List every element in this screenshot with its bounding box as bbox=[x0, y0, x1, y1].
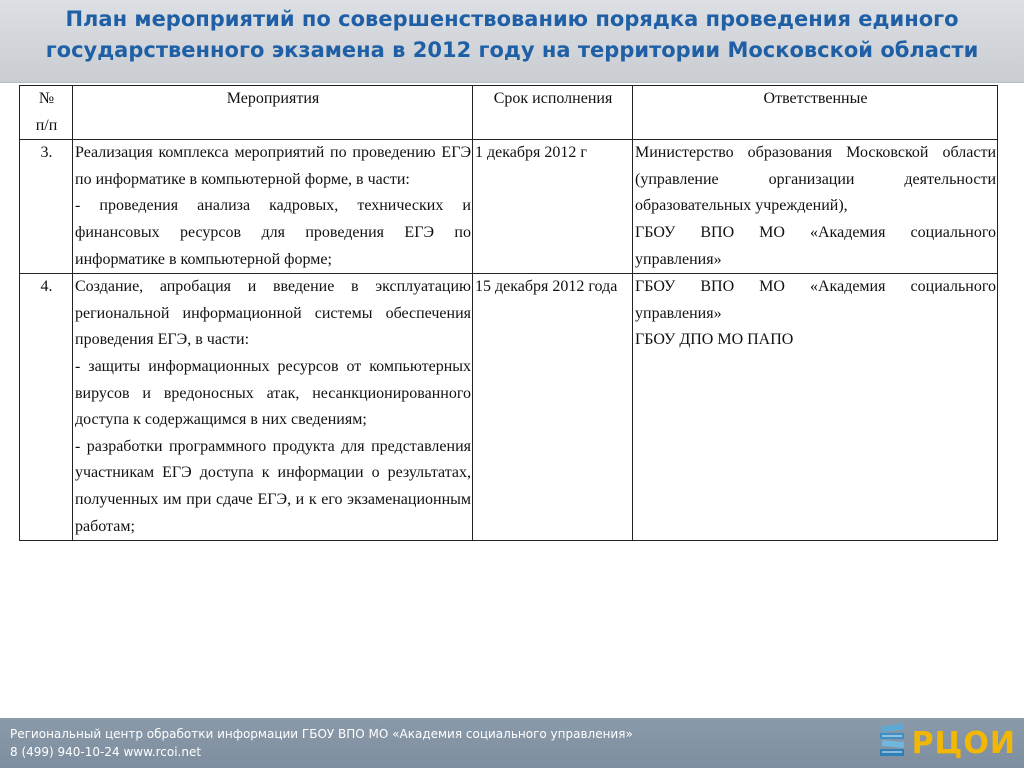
responsible-text: ГБОУ ДПО МО ПАПО bbox=[635, 331, 794, 349]
activity-cell bbox=[73, 274, 473, 541]
deadline-cell: 1 декабря 2012 г bbox=[473, 140, 633, 274]
responsible-text: ГБОУ ВПО МО «Академия социального управления» bbox=[635, 223, 996, 268]
plan-table bbox=[19, 85, 998, 541]
header-num-line-2: п/п bbox=[35, 116, 58, 134]
activity-text: - проведения анализа кадровых, технических и финансовых ресурсов для проведения ЕГЭ по информатике в компьютерной форме; bbox=[75, 197, 471, 268]
header-deadline: Срок исполнения bbox=[473, 86, 633, 140]
table-header-row bbox=[20, 86, 998, 140]
activity-cell bbox=[73, 140, 473, 274]
activity-text: - разработки программного продукта для представления участникам ЕГЭ доступа к информации о результатах, полученных им при сдаче ЕГЭ, и к его экзаменационным работам; bbox=[75, 437, 471, 535]
table-row bbox=[20, 140, 998, 274]
logo-text: РЦОИ bbox=[911, 725, 1016, 761]
title-line-1: План мероприятий по совершенствованию порядка проведения единого bbox=[65, 7, 959, 31]
responsible-text: Министерство образования Московской области (управление организации деятельности образовательных учреждений), bbox=[635, 144, 996, 215]
header-responsible: Ответственные bbox=[633, 86, 998, 140]
responsible-text: ГБОУ ВПО МО «Академия социального управления» bbox=[635, 278, 996, 322]
books-stack-icon bbox=[878, 721, 908, 766]
slide-header bbox=[0, 0, 1024, 83]
footer-organization: Региональный центр обработки информации ГБОУ ВПО МО «Академия социального управления» bbox=[10, 727, 633, 741]
rcoi-logo bbox=[878, 722, 1016, 764]
slide-footer bbox=[0, 718, 1024, 768]
table-row bbox=[20, 274, 998, 541]
header-num bbox=[20, 86, 73, 140]
slide-title bbox=[0, 4, 1024, 66]
footer-contacts: 8 (499) 940-10-24 www.rcoi.net bbox=[10, 745, 202, 759]
title-line-2: государственного экзамена в 2012 году на территории Московской области bbox=[45, 38, 979, 62]
deadline-cell: 15 декабря 2012 года bbox=[473, 274, 633, 541]
row-number: 3. bbox=[20, 140, 73, 274]
row-number: 4. bbox=[20, 274, 73, 541]
responsible-cell bbox=[633, 274, 998, 541]
responsible-cell bbox=[633, 140, 998, 274]
activity-text: Создание, апробация и введение в эксплуатацию региональной информационной системы обеспечения проведения ЕГЭ, в части: bbox=[75, 278, 471, 349]
header-num-line-1: № bbox=[38, 90, 55, 107]
activity-text: - защиты информационных ресурсов от компьютерных вирусов и вредоносных атак, несанкционированного доступа к содержащимся в них сведениям; bbox=[75, 357, 471, 429]
header-activities: Мероприятия bbox=[73, 86, 473, 140]
activity-text: Реализация комплекса мероприятий по проведению ЕГЭ по информатике в компьютерной форме, в части: bbox=[75, 144, 471, 188]
